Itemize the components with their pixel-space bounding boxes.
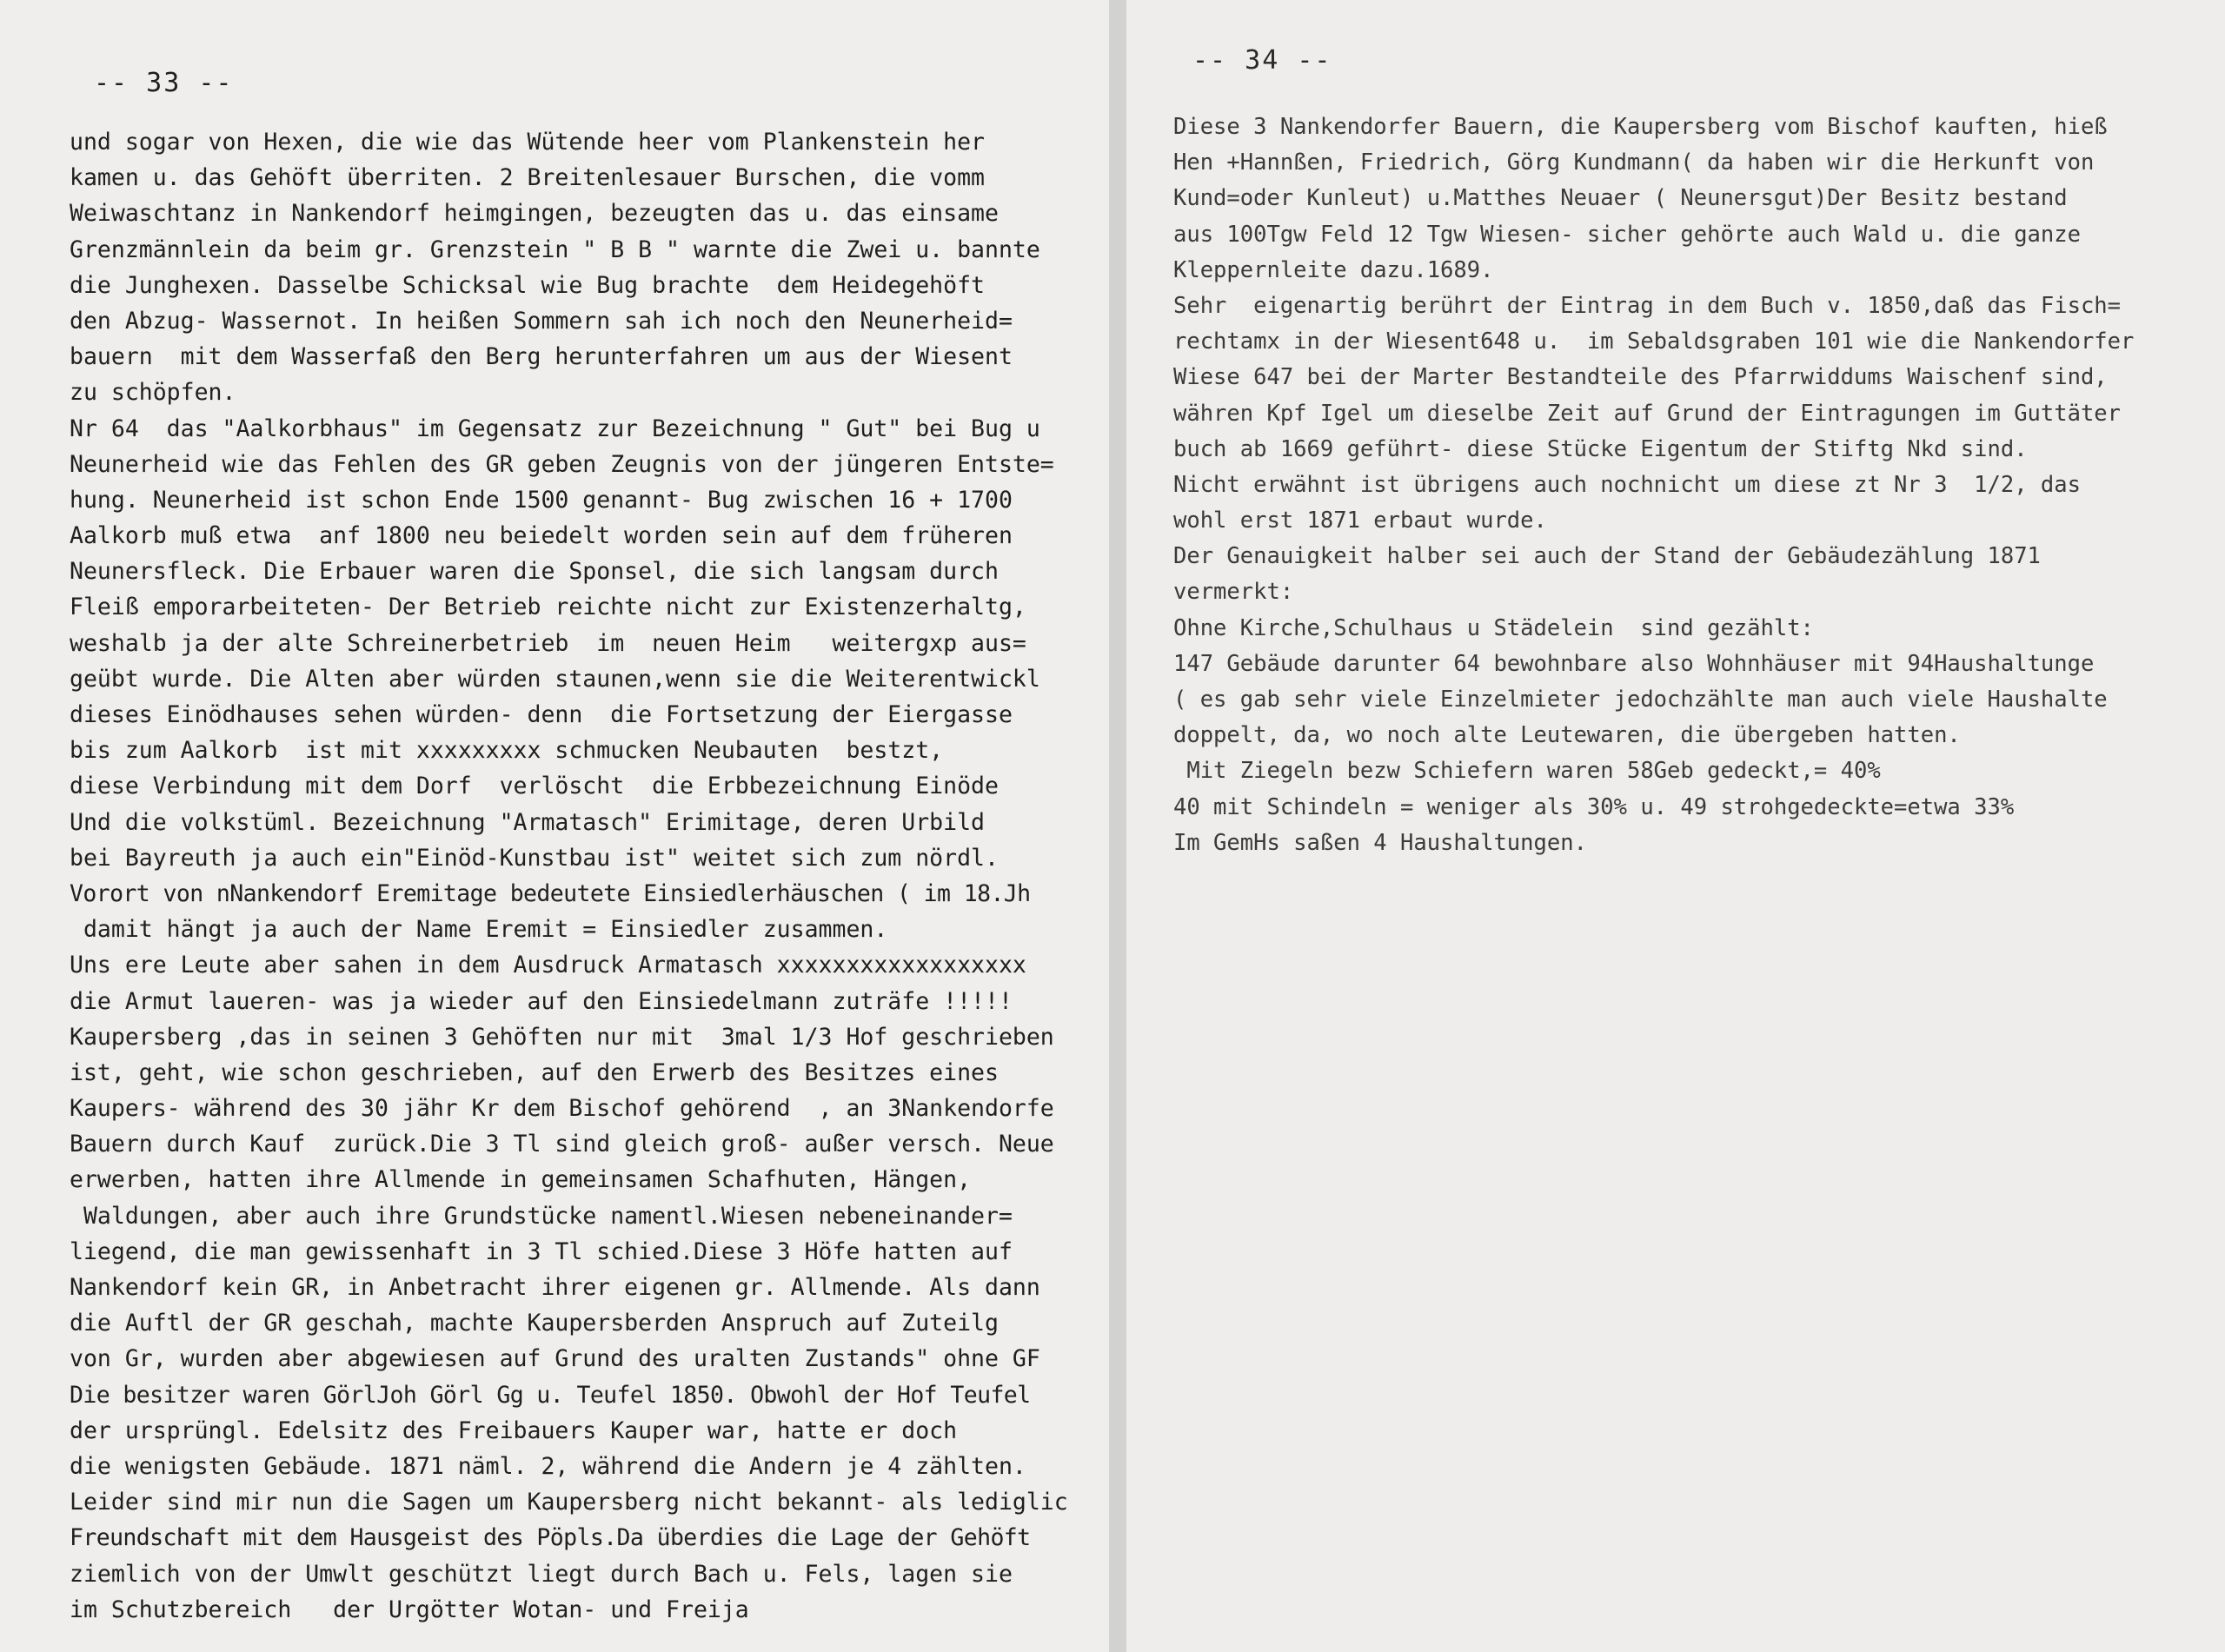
- text-line: ist, geht, wie schon geschrieben, auf den Erwerb des Besitzes eines: [70, 1058, 999, 1086]
- text-line: Sehr eigenartig berührt der Eintrag in dem Buch v. 1850,daß das Fisch=: [1173, 292, 2122, 319]
- text-line: Vorort von nNankendorf Eremitage bedeutete Einsiedlerhäuschen ( im 18.Jh: [70, 879, 1031, 907]
- text-line: die Junghexen. Dasselbe Schicksal wie Bug brachte dem Heidegehöft: [70, 271, 985, 299]
- text-line: 147 Gebäude darunter 64 bewohnbare also Wohnhäuser mit 94Haushaltunge: [1173, 650, 2095, 677]
- text-line: der ursprüngl. Edelsitz des Freibauers Kauper war, hatte er doch: [70, 1416, 958, 1444]
- text-line: Uns ere Leute aber sahen in dem Ausdruck Armatasch xxxxxxxxxxxxxxxxxx: [70, 952, 1026, 979]
- text-line: doppelt, da, wo noch alte Leutewaren, die übergeben hatten.: [1173, 722, 1961, 749]
- text-line: Nicht erwähnt ist übrigens auch nochnicht um diese zt Nr 3 1/2, das: [1173, 471, 2081, 498]
- text-line: buch ab 1669 geführt- diese Stücke Eigentum der Stiftg Nkd sind.: [1173, 435, 2028, 462]
- text-line: von Gr, wurden aber abgewiesen auf Grund des uralten Zustands" ohne GF: [70, 1345, 1040, 1373]
- text-line: den Abzug- Wassernot. In heißen Sommern sah ich noch den Neunerheid=: [70, 307, 1013, 335]
- text-line: Waldungen, aber auch ihre Grundstücke namentl.Wiesen nebeneinander=: [70, 1202, 1013, 1230]
- typewritten-text-block: [70, 124, 1109, 1628]
- text-line: bauern mit dem Wasserfaß den Berg herunterfahren um aus der Wiesent: [70, 343, 1013, 371]
- text-line: Ohne Kirche,Schulhaus u Städelein sind gezählt:: [1173, 614, 1814, 641]
- text-line: Bauern durch Kauf zurück.Die 3 Tl sind gleich groß- außer versch. Neue: [70, 1131, 1054, 1158]
- text-line: Kaupersberg ,das in seinen 3 Gehöften nur mit 3mal 1/3 Hof geschrieben: [70, 1023, 1054, 1051]
- text-line: bei Bayreuth ja auch ein"Einöd-Kunstbau ist" weitet sich zum nördl.: [70, 844, 999, 872]
- text-line: wohl erst 1871 erbaut wurde.: [1173, 508, 1547, 534]
- text-line: Mit Ziegeln bezw Schiefern waren 58Geb gedeckt,= 40%: [1173, 758, 1881, 785]
- text-line: Neunerheid wie das Fehlen des GR geben Zeugnis von der jüngeren Entste=: [70, 450, 1054, 478]
- text-line: die Auftl der GR geschah, machte Kaupersberden Anspruch auf Zuteilg: [70, 1310, 999, 1337]
- text-line: Fleiß emporarbeiteten- Der Betrieb reichte nicht zur Existenzerhaltg,: [70, 594, 1026, 621]
- text-line: Diese 3 Nankendorfer Bauern, die Kaupersberg vom Bischof kauften, hieß: [1173, 114, 2108, 140]
- text-line: Im GemHs saßen 4 Haushaltungen.: [1173, 829, 1587, 856]
- text-line: rechtamx in der Wiesent648 u. im Sebaldsgraben 101 wie die Nankendorfer: [1173, 328, 2135, 355]
- text-line: hung. Neunerheid ist schon Ende 1500 genannt- Bug zwischen 16 + 1700: [70, 486, 1013, 514]
- text-line: währen Kpf Igel um dieselbe Zeit auf Grund der Eintragungen im Guttäter: [1173, 400, 2122, 427]
- page-gutter: [1109, 0, 1126, 1652]
- text-line: damit hängt ja auch der Name Eremit = Einsiedler zusammen.: [70, 916, 888, 944]
- text-line: ziemlich von der Umwlt geschützt liegt durch Bach u. Fels, lagen sie: [70, 1560, 1013, 1588]
- text-line: ( es gab sehr viele Einzelmieter jedochzählte man auch viele Haushalte: [1173, 687, 2108, 713]
- text-line: Aalkorb muß etwa anf 1800 neu beiedelt worden sein auf dem früheren: [70, 522, 1013, 550]
- page-number: -- 33 --: [94, 68, 234, 98]
- text-line: erwerben, hatten ihre Allmende in gemeinsamen Schafhuten, Hängen,: [70, 1166, 972, 1194]
- text-line: weshalb ja der alte Schreinerbetrieb im neuen Heim weitergxp aus=: [70, 629, 1026, 657]
- text-line: die Armut laueren- was ja wieder auf den Einsiedelmann zuträfe !!!!!: [70, 987, 1013, 1015]
- text-line: im Schutzbereich der Urgötter Wotan- und Freija: [70, 1596, 749, 1623]
- text-line: Nankendorf kein GR, in Anbetracht ihrer eigenen gr. Allmende. Als dann: [70, 1274, 1040, 1301]
- text-line: kamen u. das Gehöft überriten. 2 Breitenlesauer Burschen, die vomm: [70, 164, 985, 192]
- text-line: Hen +Hannßen, Friedrich, Görg Kundmann( da haben wir die Herkunft von: [1173, 149, 2095, 176]
- text-line: Kund=oder Kunleut) u.Matthes Neuaer ( Neunersgut)Der Besitz bestand: [1173, 185, 2068, 212]
- text-line: Wiese 647 bei der Marter Bestandteile des Pfarrwiddums Waischenf sind,: [1173, 364, 2108, 391]
- text-line: aus 100Tgw Feld 12 Tgw Wiesen- sicher gehörte auch Wald u. die ganze: [1173, 221, 2081, 248]
- text-line: Weiwaschtanz in Nankendorf heimgingen, bezeugten das u. das einsame: [70, 200, 999, 228]
- text-line: Leider sind mir nun die Sagen um Kaupersberg nicht bekannt- als lediglic: [70, 1489, 1068, 1516]
- page-number: -- 34 --: [1192, 45, 1332, 76]
- text-line: Grenzmännlein da beim gr. Grenzstein " B B " warnte die Zwei u. bannte: [70, 236, 1040, 263]
- document-page-34: [1126, 0, 2225, 1652]
- text-line: und sogar von Hexen, die wie das Wütende heer vom Plankenstein her: [70, 129, 985, 156]
- text-line: dieses Einödhauses sehen würden- denn die Fortsetzung der Eiergasse: [70, 701, 1013, 728]
- typewritten-text-block: [1173, 109, 2225, 861]
- text-line: Kaupers- während des 30 jähr Kr dem Bischof gehörend , an 3Nankendorfe: [70, 1095, 1054, 1123]
- text-line: die wenigsten Gebäude. 1871 näml. 2, während die Andern je 4 zählten.: [70, 1452, 1026, 1480]
- text-line: diese Verbindung mit dem Dorf verlöscht die Erbbezeichnung Einöde: [70, 773, 999, 800]
- text-line: Freundschaft mit dem Hausgeist des Pöpls.Da überdies die Lage der Gehöft: [70, 1524, 1031, 1552]
- text-line: Kleppernleite dazu.1689.: [1173, 256, 1494, 283]
- text-line: zu schöpfen.: [70, 379, 236, 407]
- text-line: bis zum Aalkorb ist mit xxxxxxxxx schmucken Neubauten bestzt,: [70, 737, 944, 765]
- text-line: Die besitzer waren GörlJoh Görl Gg u. Teufel 1850. Obwohl der Hof Teufel: [70, 1381, 1031, 1409]
- document-page-33: [0, 0, 1109, 1652]
- text-line: vermerkt:: [1173, 579, 1294, 606]
- text-line: Neunersfleck. Die Erbauer waren die Sponsel, die sich langsam durch: [70, 558, 999, 586]
- text-line: Und die volkstüml. Bezeichnung "Armatasch" Erimitage, deren Urbild: [70, 808, 985, 836]
- text-line: geübt wurde. Die Alten aber würden staunen,wenn sie die Weiterentwickl: [70, 665, 1040, 693]
- text-line: 40 mit Schindeln = weniger als 30% u. 49 strohgedeckte=etwa 33%: [1173, 793, 2015, 820]
- text-line: liegend, die man gewissenhaft in 3 Tl schied.Diese 3 Höfe hatten auf: [70, 1237, 1013, 1265]
- text-line: Der Genauigkeit halber sei auch der Stand der Gebäudezählung 1871: [1173, 543, 2041, 570]
- text-line: Nr 64 das "Aalkorbhaus" im Gegensatz zur Bezeichnung " Gut" bei Bug u: [70, 415, 1040, 442]
